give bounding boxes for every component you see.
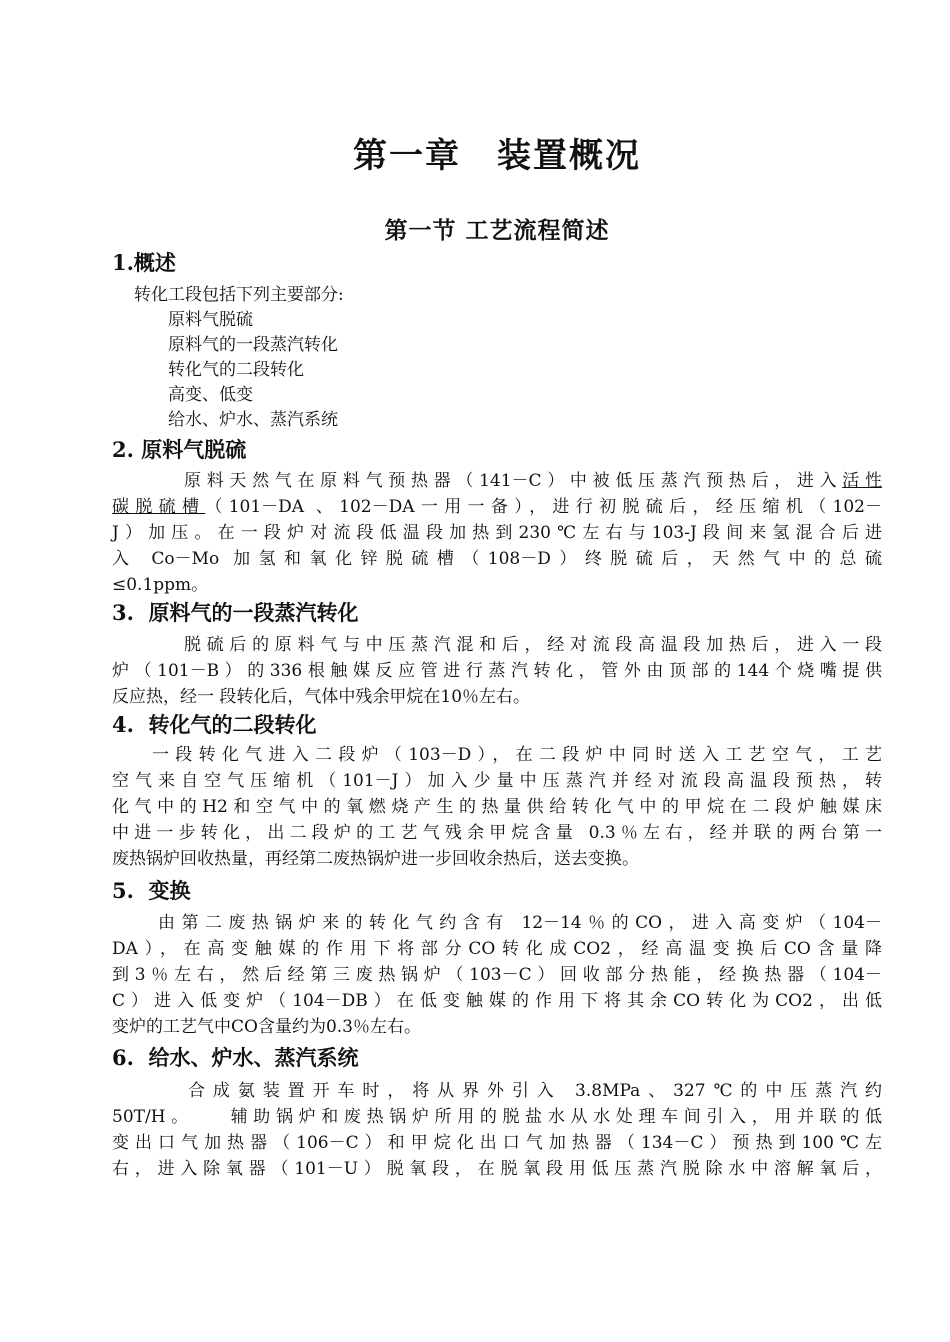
chapter-title: 第一章 装置概况 [353,136,641,176]
paragraph-line: 入 Co－Mo 加氢和氧化锌脱硫槽（108－D）终脱硫后，天然气中的总硫 [112,549,882,569]
paragraph-line: 一段转化气进入二段炉（103－D），在二段炉中同时送入工艺空气，工艺 [152,745,882,765]
underlined-term: 碳脱硫槽 [112,497,206,517]
paragraph-line: 中进一步转化，出二段炉的工艺气残余甲烷含量 0.3％左右，经并联的两台第一 [112,823,882,843]
paragraph-line: 反应热，经一 段转化后，气体中残余甲烷在10％左右。 [112,687,531,707]
paragraph-line: 炉（101－B）的336根触媒反应管进行蒸汽转化，管外由顶部的144个烧嘴提供 [112,661,882,681]
heading-overview: 1.概述 [112,250,176,275]
paragraph-line: 到3％左右，然后经第三废热锅炉（103－C）回收部分热能，经换热器（104－ [112,965,882,985]
paragraph-line: 空气来自空气压缩机（101－J）加入少量中压蒸汽并经对流段高温段预热，转 [112,771,882,791]
heading-primary-reforming: 3. 原料气的一段蒸汽转化 [112,600,359,625]
paragraph-line: 变出口气加热器（106－C）和甲烷化出口气加热器（134－C）预热到100℃左 [112,1133,882,1153]
overview-item: 原料气的一段蒸汽转化 [168,335,338,355]
paragraph-text: 原料天然气在原料气预热器（141－C）中被低压蒸汽预热后，进入 [184,471,843,491]
paragraph-line: ≤0.1ppm。 [112,575,209,595]
heading-secondary-reforming: 4. 转化气的二段转化 [112,712,317,737]
paragraph-line: 右，进入除氧器（101－U）脱氧段，在脱氧段用低压蒸汽脱除水中溶解氧后， [112,1159,882,1179]
heading-desulfurization: 2. 原料气脱硫 [112,437,247,462]
paragraph-text: （101－DA 、102－DA一用一备），进行初脱硫后，经压缩机（102－ [205,497,882,517]
paragraph-line [184,468,882,494]
paragraph-line: C）进入低变炉（104－DB）在低变触媒的作用下将其余CO转化为CO2，出低 [112,991,882,1011]
overview-intro: 转化工段包括下列主要部分: [134,285,344,305]
paragraph-line: 由第二废热锅炉来的转化气约含有 12－14％的CO，进入高变炉（104－ [158,913,882,933]
paragraph-line [112,494,882,520]
paragraph-line: 变炉的工艺气中CO含量约为0.3％左右。 [112,1017,421,1037]
section-title: 第一节 工艺流程简述 [384,217,610,244]
paragraph-line: 脱硫后的原料气与中压蒸汽混和后，经对流段高温段加热后，进入一段 [184,635,882,655]
paragraph-line: J）加压。在一段炉对流段低温段加热到230℃左右与103-J段间来氢混合后进 [112,523,882,543]
paragraph-line: 废热锅炉回收热量，再经第二废热锅炉进一步回收余热后，送去变换。 [112,849,639,869]
overview-item: 给水、炉水、蒸汽系统 [168,410,338,430]
heading-shift-conversion: 5. 变换 [112,878,191,903]
paragraph-line: 合成氨装置开车时，将从界外引入 3.8MPa、327℃的中压蒸汽约 [188,1081,882,1101]
overview-item: 原料气脱硫 [168,310,253,330]
heading-water-steam-system: 6. 给水、炉水、蒸汽系统 [112,1045,359,1070]
overview-item: 转化气的二段转化 [168,360,304,380]
paragraph-line: DA），在高变触媒的作用下将部分CO转化成CO2，经高温变换后CO含量降 [112,939,882,959]
overview-item: 高变、低变 [168,385,253,405]
underlined-term: 活性 [842,471,882,491]
paragraph-line: 50T/H。 辅助锅炉和废热锅炉所用的脱盐水从水处理车间引入，用并联的低 [112,1107,882,1127]
paragraph-line: 化气中的H2和空气中的氧燃烧产生的热量供给转化气中的甲烷在二段炉触媒床 [112,797,882,817]
